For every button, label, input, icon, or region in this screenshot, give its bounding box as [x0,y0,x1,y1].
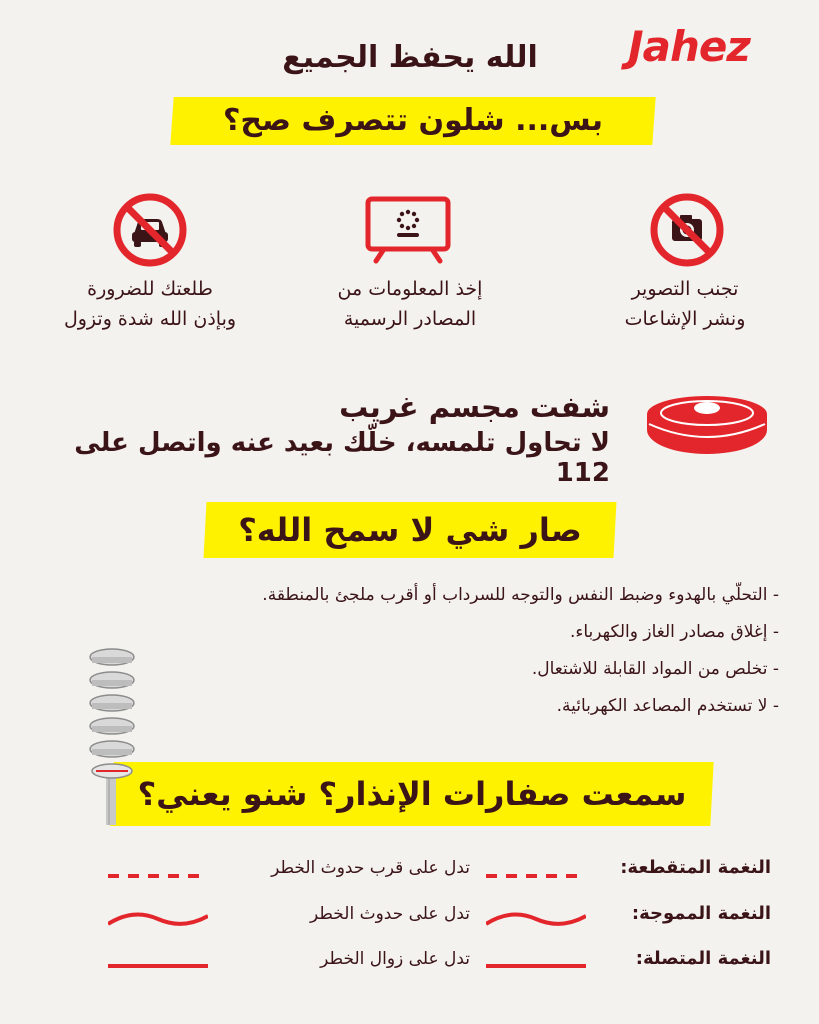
emergency-item: - لا تستخدم المصاعد الكهربائية. [556,696,779,716]
tone-desc-continuous: تدل على زوال الخطر [320,949,470,969]
emergency-item: - تخلص من المواد القابلة للاشتعال. [531,659,779,679]
no-camera-icon [647,190,727,270]
emergency-heading: صار شي لا سمح الله؟ [238,511,582,549]
solid-tone-line [108,958,208,972]
tip-line: ونشر الإشاعات [624,308,746,330]
tone-name-intermittent: النغمة المتقطعة: [620,857,771,878]
tip-line: المصادر الرسمية [343,308,477,330]
tip-line: وبإذن الله شدة وتزول [63,308,237,330]
tip-no-photos [600,274,770,334]
tone-name-continuous: النغمة المتصلة: [635,948,771,969]
tone-name-wavy: النغمة المموجة: [631,903,771,924]
tv-kuwait-icon [362,195,454,267]
wavy-tone-line [486,908,586,930]
tip-stay-home [40,274,260,334]
wavy-tone-line [108,908,208,930]
tip-line: تجنب التصوير [631,278,739,300]
dashed-tone-line [108,868,208,882]
solid-tone-line [486,958,586,972]
object-instructions: لا تحاول تلمسه، خلّك بعيد عنه واتصل على 112 [74,428,610,488]
suspicious-object-icon [644,392,770,462]
tip-line: طلعتك للضرورة [87,278,213,300]
dashed-tone-line [486,868,586,882]
no-car-icon [110,190,190,270]
tip-line: إخذ المعلومات من [337,278,483,300]
tone-desc-intermittent: تدل على قرب حدوث الخطر [271,858,470,878]
jahez-logo: Jahez [628,22,750,71]
page-title: الله يحفظ الجميع [282,40,538,75]
tone-desc-wavy: تدل على حدوث الخطر [309,904,470,924]
object-heading: شفت مجسم غريب [339,390,610,424]
emergency-item: - إغلاق مصادر الغاز والكهرباء. [569,622,779,642]
tip-official-sources [315,274,505,334]
sirens-heading: سمعت صفارات الإنذار؟ شنو يعني؟ [137,775,687,813]
emergency-item: - التحلّي بالهدوء وضبط النفس والتوجه للسرداب أو أقرب ملجئ بالمنطقة. [262,585,779,605]
page-subtitle: بس... شلون تتصرف صح؟ [223,103,603,138]
